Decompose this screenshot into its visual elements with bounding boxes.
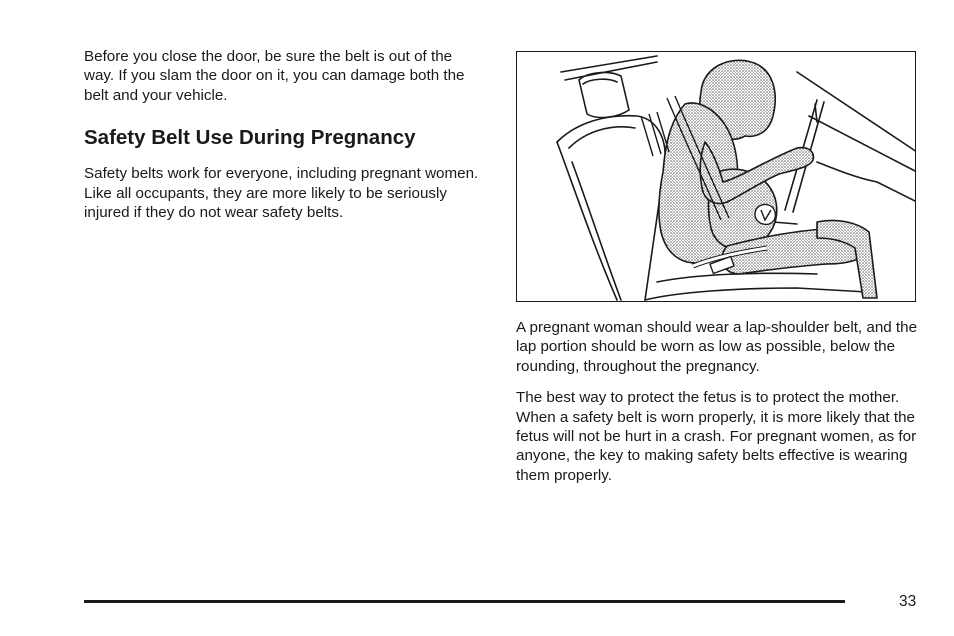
page-number: 33	[899, 593, 917, 610]
illustration-svg	[517, 52, 916, 302]
intro-paragraph: Before you close the door, be sure the belt is out of the way. If you slam the door on it, you can damage both the belt and your vehicle.	[84, 48, 465, 104]
fetus-protection-paragraph: The best way to protect the fetus is to protect the mother. When a safety belt is worn properly, it is more likely that the fetus will not be hurt in a crash. For pregnant women, as for anyone, the key to making safety belts effective is wearing them properly.	[516, 389, 917, 484]
footer-rule	[84, 600, 845, 603]
left-column	[84, 47, 484, 222]
section-heading: Safety Belt Use During Pregnancy	[84, 126, 416, 150]
figure-caption: A pregnant woman should wear a lap-shoulder belt, and the lap portion should be worn as low as possible, below the rounding, throughout the pregnancy.	[516, 319, 918, 375]
right-column	[516, 51, 920, 485]
pregnant-woman-seatbelt-illustration	[516, 51, 916, 302]
section-paragraph: Safety belts work for everyone, including pregnant women. Like all occupants, they are more likely to be seriously injured if they do not wear safety belts.	[84, 165, 479, 222]
